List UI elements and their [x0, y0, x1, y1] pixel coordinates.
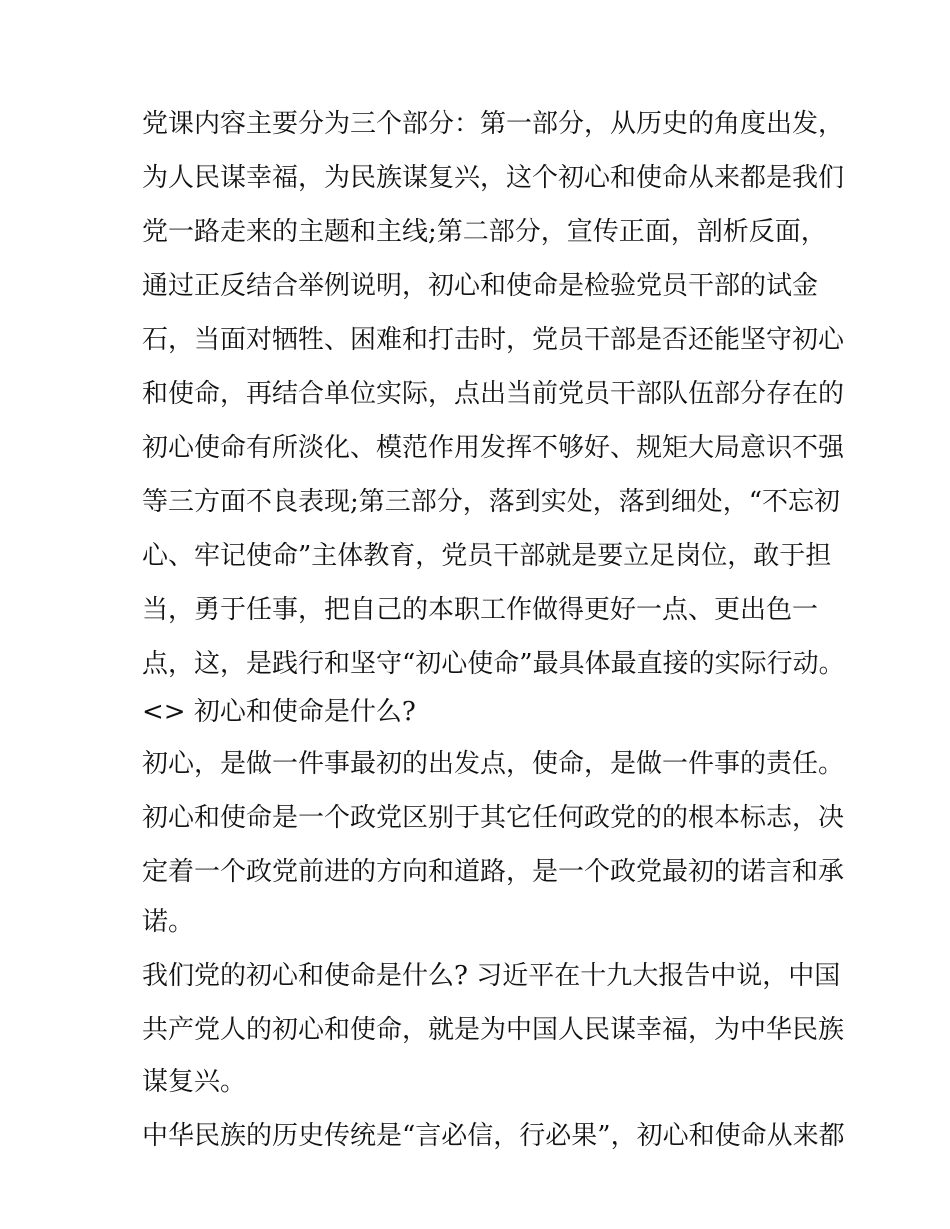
text-line: 初心和使命是一个政党区别于其它任何政党的的根本标志，决 — [142, 803, 845, 833]
text-line: 党一路走来的主题和主线;第二部分，宣传正面，剖析反面， — [142, 217, 827, 247]
text-line: 初心使命有所淡化、模范作用发挥不够好、规矩大局意识不强 — [142, 433, 845, 463]
text-line: 谋复兴。 — [142, 1067, 247, 1097]
text-line: 初心，是做一件事最初的出发点，使命，是做一件事的责任。 — [142, 749, 845, 779]
text-line: 点，这，是践行和坚守“初心使命”最具体最直接的实际行动。 — [142, 649, 845, 679]
text-line: 等三方面不良表现;第三部分，落到实处，落到细处，“不忘初 — [142, 487, 841, 517]
text-line: 我们党的初心和使命是什么? 习近平在十九大报告中说，中国 — [142, 961, 841, 991]
text-line: 当，勇于任事，把自己的本职工作做得更好一点、更出色一 — [142, 595, 819, 625]
text-line: 党课内容主要分为三个部分：第一部分，从历史的角度出发， — [142, 109, 845, 139]
text-line: 心、牢记使命”主体教育，党员干部就是要立足岗位，敢于担 — [142, 541, 832, 571]
text-line: 共产党人的初心和使命，就是为中国人民谋幸福，为中华民族 — [142, 1015, 845, 1045]
text-line: 诺。 — [142, 907, 195, 937]
text-line: 中华民族的历史传统是“言必信，行必果”，初心和使命从来都 — [142, 1121, 845, 1151]
text-line: 为人民谋幸福，为民族谋复兴，这个初心和使命从来都是我们 — [142, 163, 845, 193]
text-line: 和使命，再结合单位实际，点出当前党员干部队伍部分存在的 — [142, 379, 845, 409]
text-line: 通过正反结合举例说明，初心和使命是检验党员干部的试金 — [142, 271, 819, 301]
text-line: 定着一个政党前进的方向和道路，是一个政党最初的诺言和承 — [142, 857, 845, 887]
section-heading: <> 初心和使命是什么? — [142, 697, 416, 727]
text-line: 石，当面对牺牲、困难和打击时，党员干部是否还能坚守初心 — [142, 325, 845, 355]
